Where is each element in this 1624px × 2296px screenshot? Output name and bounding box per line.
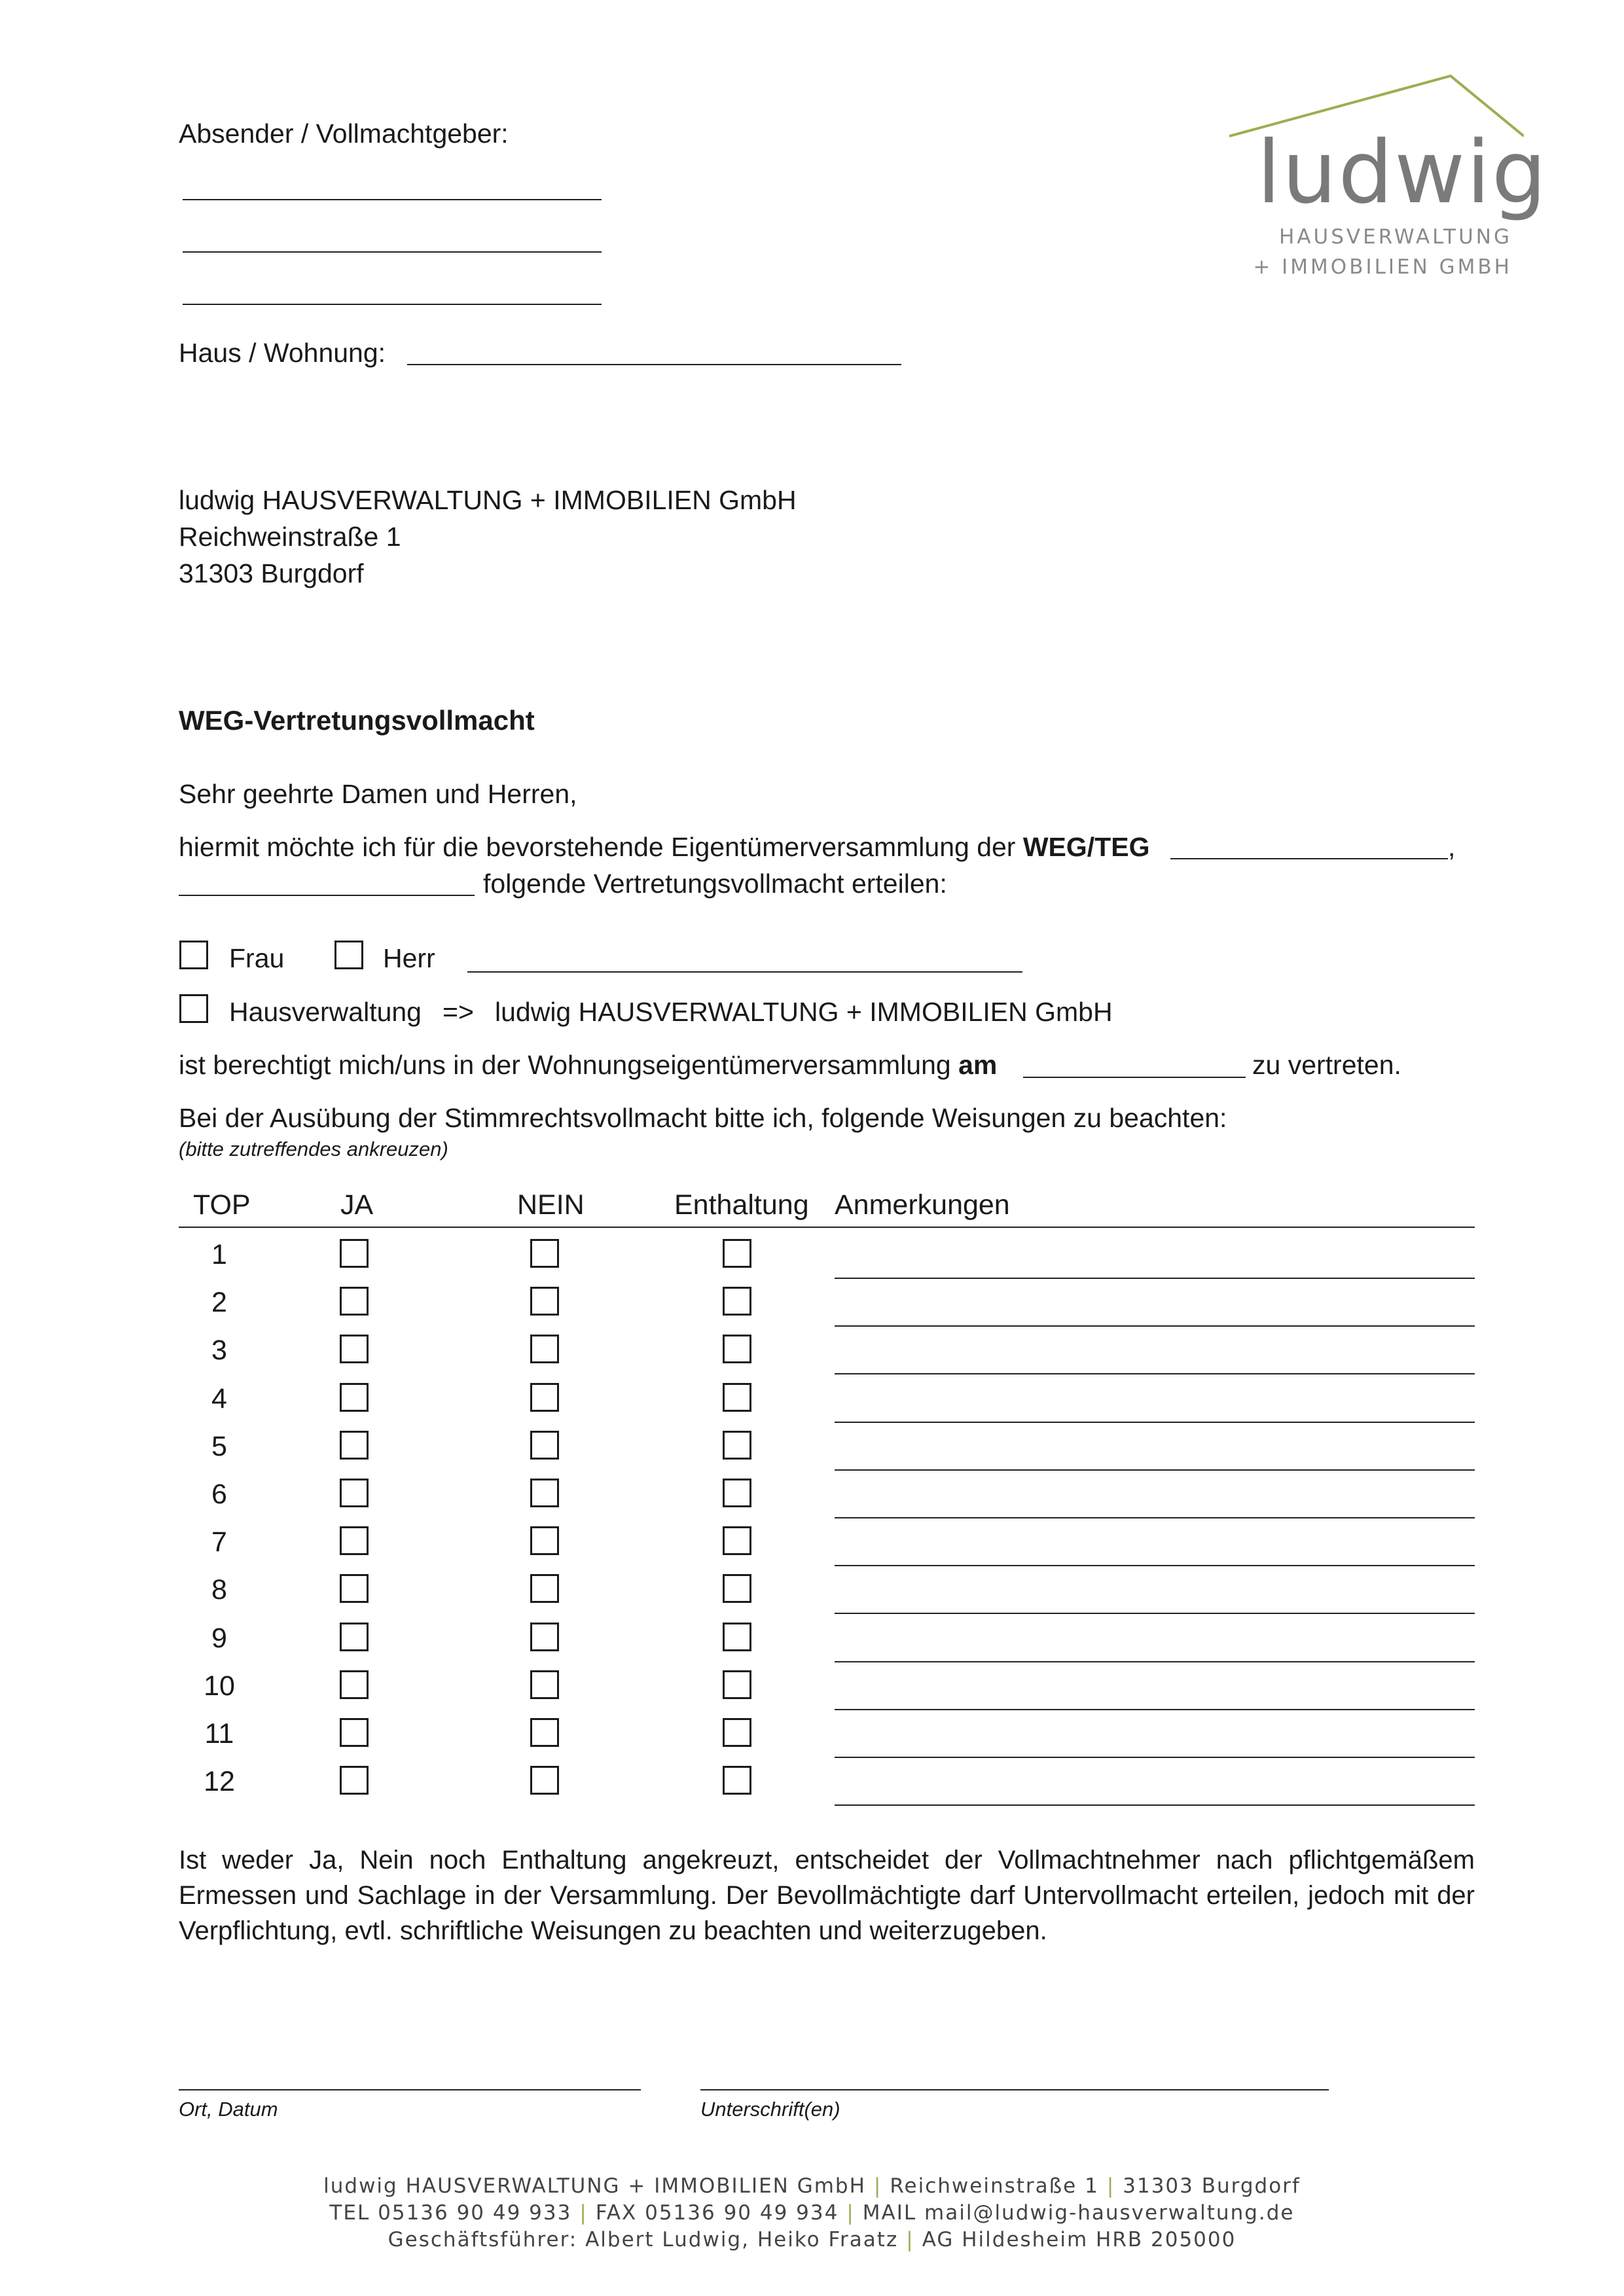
sender-label: Absender / Vollmachtgeber: — [179, 118, 509, 149]
enthaltung-checkbox[interactable] — [723, 1479, 751, 1507]
intro-bold: WEG/TEG — [1022, 832, 1150, 862]
nein-checkbox[interactable] — [530, 1574, 559, 1603]
nein-checkbox[interactable] — [530, 1287, 559, 1316]
letter-subject: WEG-Vertretungsvollmacht — [179, 705, 535, 736]
nein-checkbox[interactable] — [530, 1335, 559, 1363]
header-anmerkungen: Anmerkungen — [835, 1189, 1010, 1221]
top-number: 10 — [204, 1670, 235, 1702]
nein-checkbox[interactable] — [530, 1623, 559, 1651]
footer-separator: | — [906, 2228, 914, 2251]
place-date-line[interactable] — [179, 2089, 641, 2090]
greeting: Sehr geehrte Damen und Herren, — [179, 779, 577, 809]
ja-checkbox[interactable] — [340, 1670, 369, 1699]
footer-city: 31303 Burgdorf — [1123, 2174, 1301, 2198]
remark-line[interactable] — [835, 1278, 1475, 1279]
enthaltung-checkbox[interactable] — [723, 1526, 751, 1555]
footer-register: AG Hildesheim HRB 205000 — [922, 2228, 1236, 2251]
signature-line[interactable] — [700, 2089, 1329, 2090]
top-number: 1 — [211, 1239, 227, 1270]
logo-line-2: + IMMOBILIEN GMBH — [1253, 255, 1512, 279]
weg-line[interactable] — [1170, 858, 1448, 859]
nein-checkbox[interactable] — [530, 1718, 559, 1747]
enthaltung-checkbox[interactable] — [723, 1574, 751, 1603]
ja-checkbox[interactable] — [340, 1431, 369, 1460]
hv-name: ludwig HAUSVERWALTUNG + IMMOBILIEN GmbH — [495, 997, 1113, 1027]
top-number: 2 — [211, 1287, 227, 1318]
ja-checkbox[interactable] — [340, 1574, 369, 1603]
enthaltung-checkbox[interactable] — [723, 1335, 751, 1363]
weg-line-2[interactable] — [179, 895, 475, 896]
footer-line-1 — [0, 2174, 1624, 2198]
enthaltung-checkbox[interactable] — [723, 1766, 751, 1795]
footer-separator: | — [1106, 2174, 1115, 2198]
ja-checkbox[interactable] — [340, 1287, 369, 1316]
footer-managers: Geschäftsführer: Albert Ludwig, Heiko Fraatz — [388, 2228, 899, 2251]
remark-line[interactable] — [835, 1422, 1475, 1423]
ja-checkbox[interactable] — [340, 1718, 369, 1747]
recipient-city: 31303 Burgdorf — [179, 558, 364, 588]
nein-checkbox[interactable] — [530, 1383, 559, 1412]
remark-line[interactable] — [835, 1757, 1475, 1758]
intro-text — [179, 834, 1149, 861]
enthaltung-checkbox[interactable] — [723, 1383, 751, 1412]
nein-checkbox[interactable] — [530, 1766, 559, 1795]
signature-label: Unterschrift(en) — [700, 2098, 840, 2121]
footer-line-3 — [0, 2228, 1624, 2251]
closing-paragraph: Ist weder Ja, Nein noch Enthaltung angekreuzt, entscheidet der Vollmachtnehmer nach pflichtgemäßem Ermessen und Sachlage in der Versammlung. Der Bevollmächtigte darf Untervollmacht erteilen, jedoch mit der Verpflichtung, evtl. schriftliche Weisungen zu beachten und weiterzugeben. — [179, 1846, 1475, 1945]
nein-checkbox[interactable] — [530, 1526, 559, 1555]
footer-separator: | — [579, 2201, 588, 2225]
enthaltung-checkbox[interactable] — [723, 1239, 751, 1268]
authorized-part2: zu vertreten. — [1252, 1050, 1401, 1080]
house-line[interactable] — [407, 364, 901, 365]
top-number: 6 — [211, 1479, 227, 1510]
remark-line[interactable] — [835, 1565, 1475, 1566]
footer-tel: TEL 05136 90 49 933 — [329, 2201, 572, 2225]
table-header-rule — [179, 1227, 1475, 1228]
herr-checkbox[interactable] — [334, 941, 363, 969]
footer-company: ludwig HAUSVERWALTUNG + IMMOBILIEN GmbH — [323, 2174, 866, 2198]
header-top: TOP — [193, 1189, 251, 1221]
instructions-note: (bitte zutreffendes ankreuzen) — [179, 1138, 448, 1160]
arrow-symbol: => — [442, 997, 474, 1027]
remark-line[interactable] — [835, 1613, 1475, 1614]
recipient-name: ludwig HAUSVERWALTUNG + IMMOBILIEN GmbH — [179, 485, 797, 515]
remark-line[interactable] — [835, 1517, 1475, 1518]
authorized-part1: ist berechtigt mich/uns in der Wohnungseigentümerversammlung — [179, 1050, 951, 1080]
frau-checkbox[interactable] — [179, 941, 208, 969]
footer-separator: | — [873, 2174, 882, 2198]
enthaltung-checkbox[interactable] — [723, 1670, 751, 1699]
remark-line[interactable] — [835, 1804, 1475, 1806]
intro-comma: , — [1448, 832, 1456, 862]
logo-line-1: HAUSVERWALTUNG — [1279, 225, 1512, 249]
recipient-street: Reichweinstraße 1 — [179, 522, 401, 552]
nein-checkbox[interactable] — [530, 1239, 559, 1268]
top-number: 7 — [211, 1526, 227, 1558]
authorized-text — [179, 1052, 997, 1079]
nein-checkbox[interactable] — [530, 1431, 559, 1460]
remark-line[interactable] — [835, 1469, 1475, 1471]
top-number: 11 — [204, 1718, 234, 1749]
house-label: Haus / Wohnung: — [179, 338, 386, 368]
enthaltung-checkbox[interactable] — [723, 1431, 751, 1460]
enthaltung-checkbox[interactable] — [723, 1287, 751, 1316]
company-logo — [1223, 71, 1548, 280]
sender-line-2[interactable] — [183, 251, 602, 253]
ja-checkbox[interactable] — [340, 1479, 369, 1507]
footer-street: Reichweinstraße 1 — [890, 2174, 1099, 2198]
frau-label: Frau — [229, 943, 285, 973]
nein-checkbox[interactable] — [530, 1670, 559, 1699]
intro-part2: folgende Vertretungsvollmacht erteilen: — [483, 869, 947, 899]
intro-part1: hiermit möchte ich für die bevorstehende Eigentümerversammlung der — [179, 832, 1016, 862]
hv-label: Hausverwaltung — [229, 997, 422, 1027]
ja-checkbox[interactable] — [340, 1766, 369, 1795]
sender-line-3[interactable] — [183, 304, 602, 305]
remark-line[interactable] — [835, 1373, 1475, 1374]
remark-line[interactable] — [835, 1709, 1475, 1710]
footer-line-2 — [0, 2201, 1624, 2225]
remark-line[interactable] — [835, 1325, 1475, 1327]
herr-label: Herr — [383, 943, 435, 973]
name-line[interactable] — [467, 971, 1022, 973]
header-enthaltung: Enthaltung — [674, 1189, 809, 1221]
date-line[interactable] — [1023, 1077, 1246, 1078]
ja-checkbox[interactable] — [340, 1526, 369, 1555]
instructions: Bei der Ausübung der Stimmrechtsvollmacht bitte ich, folgende Weisungen zu beachten: — [179, 1103, 1227, 1133]
place-date-label: Ort, Datum — [179, 2098, 278, 2121]
top-number: 4 — [211, 1383, 227, 1414]
enthaltung-checkbox[interactable] — [723, 1718, 751, 1747]
header-nein: NEIN — [517, 1189, 585, 1221]
remark-line[interactable] — [835, 1661, 1475, 1662]
enthaltung-checkbox[interactable] — [723, 1623, 751, 1651]
ja-checkbox[interactable] — [340, 1239, 369, 1268]
top-number: 5 — [211, 1431, 227, 1462]
footer-separator: | — [846, 2201, 855, 2225]
footer-mail[interactable]: MAIL mail@ludwig-hausverwaltung.de — [862, 2201, 1295, 2225]
ja-checkbox[interactable] — [340, 1383, 369, 1412]
nein-checkbox[interactable] — [530, 1479, 559, 1507]
hv-checkbox[interactable] — [179, 994, 208, 1023]
ja-checkbox[interactable] — [340, 1335, 369, 1363]
header-ja: JA — [340, 1189, 374, 1221]
top-number: 9 — [211, 1623, 227, 1654]
top-number: 12 — [204, 1766, 235, 1797]
authorized-bold: am — [958, 1050, 998, 1080]
logo-word: ludwig — [1257, 122, 1548, 223]
sender-line-1[interactable] — [183, 199, 602, 200]
top-number: 8 — [211, 1574, 227, 1605]
top-number: 3 — [211, 1335, 227, 1366]
ja-checkbox[interactable] — [340, 1623, 369, 1651]
footer-fax: FAX 05136 90 49 934 — [595, 2201, 839, 2225]
